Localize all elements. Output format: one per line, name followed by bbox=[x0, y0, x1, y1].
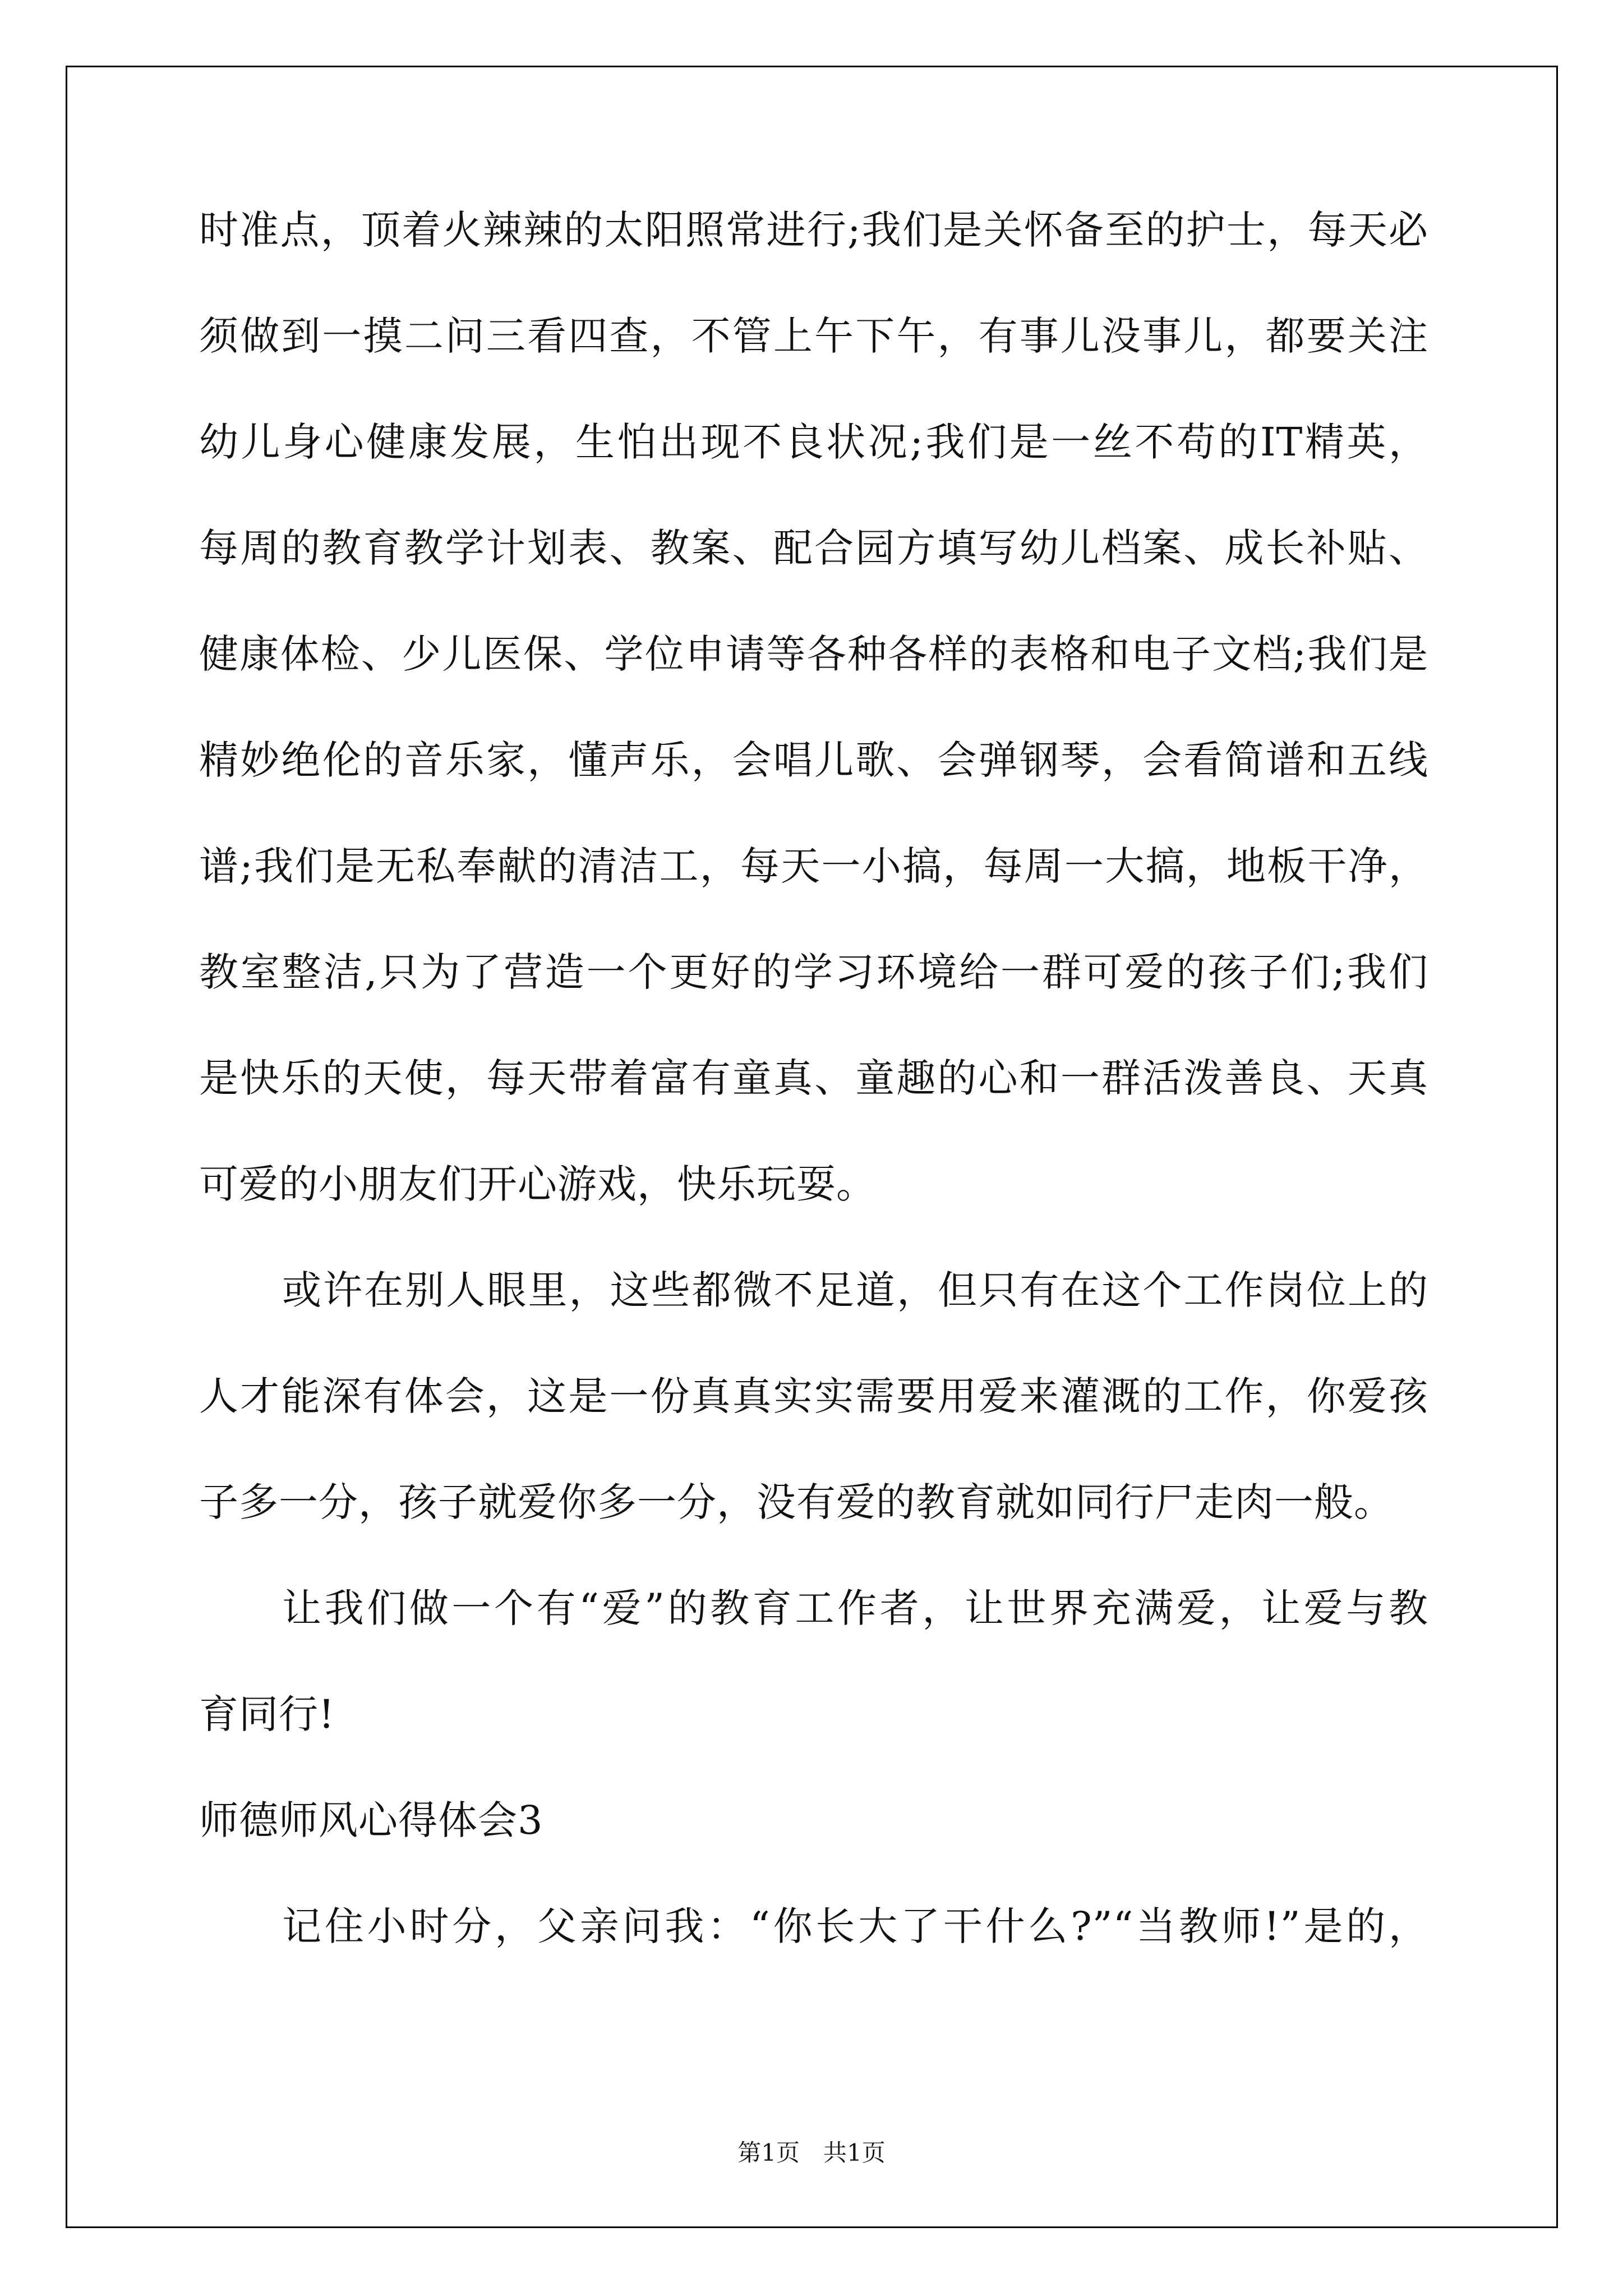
text-line: 谱;我们是无私奉献的清洁工，每天一小搞，每周一大搞，地板干净， bbox=[199, 843, 1428, 889]
text-line: 每周的教育教学计划表、教案、配合园方填写幼儿档案、成长补贴、 bbox=[199, 525, 1428, 571]
text-line: 可爱的小朋友们开心游戏，快乐玩耍。 bbox=[199, 1161, 876, 1207]
paragraph-first-line: 记住小时分，父亲问我：“你长大了干什么?”“当教师!”是的， bbox=[282, 1903, 1428, 1949]
text-line: 教室整洁,只为了营造一个更好的学习环境给一群可爱的孩子们;我们 bbox=[199, 949, 1428, 995]
text-line: 时准点，顶着火辣辣的太阳照常进行;我们是关怀备至的护士，每天必 bbox=[199, 207, 1428, 253]
text-line: 是快乐的天使，每天带着富有童真、童趣的心和一群活泼善良、天真 bbox=[199, 1055, 1428, 1101]
text-line: 精妙绝伦的音乐家，懂声乐，会唱儿歌、会弹钢琴，会看简谱和五线 bbox=[199, 737, 1428, 783]
section-heading: 师德师风心得体会3 bbox=[199, 1797, 543, 1843]
text-line: 人才能深有体会，这是一份真真实实需要用爱来灌溉的工作，你爱孩 bbox=[199, 1373, 1428, 1419]
paragraph-first-line: 让我们做一个有“爱”的教育工作者，让世界充满爱，让爱与教 bbox=[282, 1585, 1428, 1631]
text-line: 幼儿身心健康发展，生怕出现不良状况;我们是一丝不苟的IT精英， bbox=[199, 419, 1428, 465]
page-footer: 第1页 共1页 bbox=[737, 2139, 886, 2166]
text-line: 健康体检、少儿医保、学位申请等各种各样的表格和电子文档;我们是 bbox=[199, 631, 1428, 677]
text-line: 子多一分，孩子就爱你多一分，没有爱的教育就如同行尸走肉一般。 bbox=[199, 1479, 1394, 1525]
text-line: 须做到一摸二问三看四查，不管上午下午，有事儿没事儿，都要关注 bbox=[199, 313, 1428, 359]
text-line: 育同行! bbox=[199, 1691, 335, 1737]
paragraph-first-line: 或许在别人眼里，这些都微不足道，但只有在这个工作岗位上的 bbox=[282, 1267, 1428, 1313]
